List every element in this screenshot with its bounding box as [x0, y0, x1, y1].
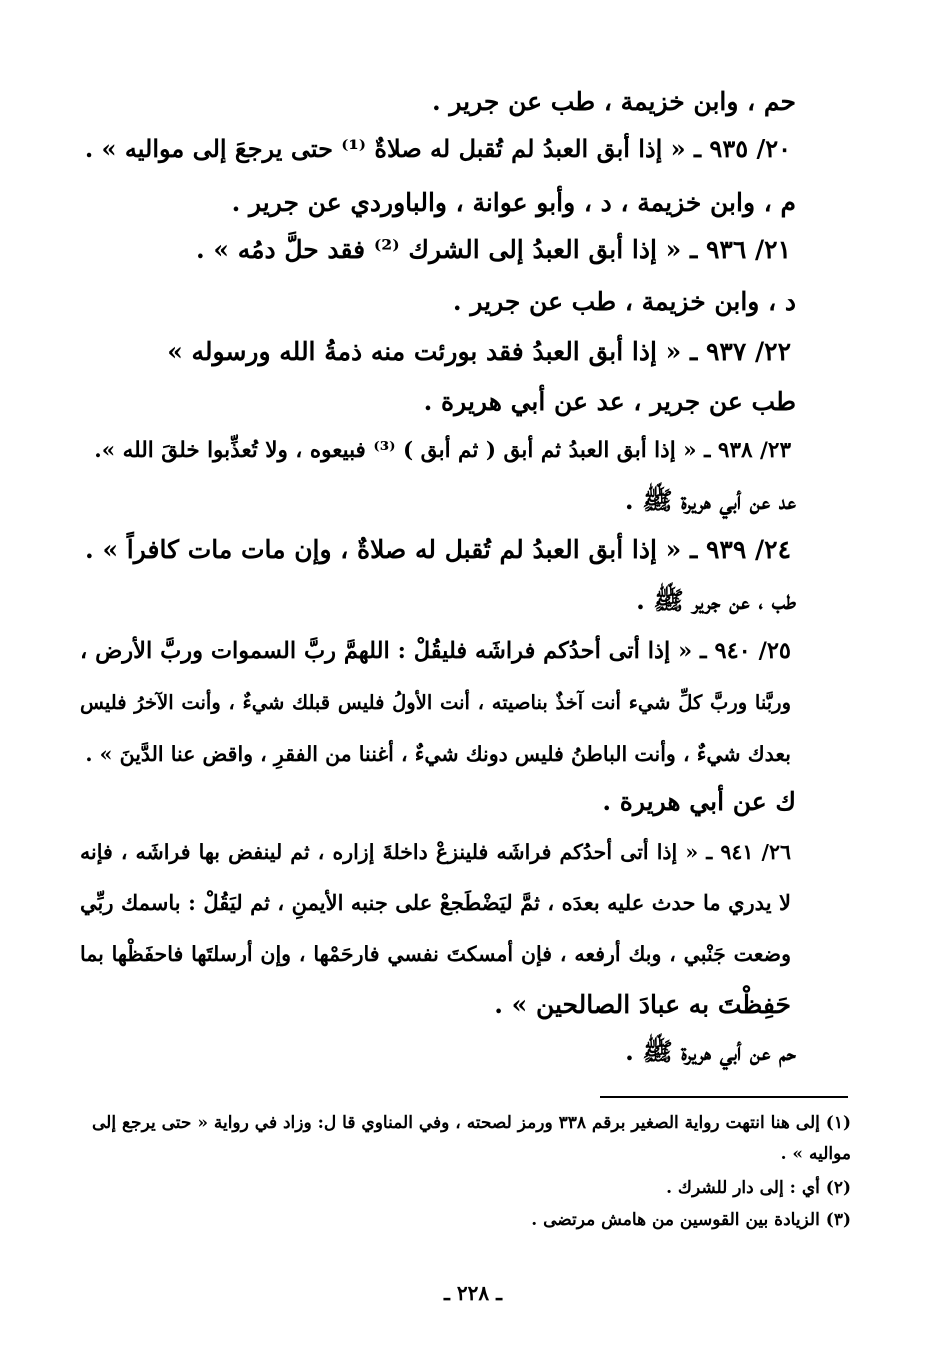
hadith-939: ٢٤/ ٩٣٩ ـ « إذا أبق العبدُ لم تُقبل له صلاةٌ ، وإن مات مات كافراً » .: [85, 535, 791, 564]
hadith-937: ٢٢/ ٩٣٧ ـ « إذا أبق العبدُ فقد بورئت منه ذمةُ الله ورسوله »: [167, 337, 791, 366]
footnote-1: (١) إلى هنا انتهت رواية الصغير برقم ٣٣٨ ورمز لصحته ، وفي المناوي قا ل: وزاد في رواية « حتى يرجع إلى: [92, 1113, 851, 1133]
page-number: ـ ٢٢٨ ـ: [444, 1281, 502, 1305]
hadith-941-cont: وضعت جَنْبي ، وبك أرفعه ، فإن أمسكتَ نفسي فارحَمْها ، وإن أرسلتَها فاحفَظْها بما: [80, 942, 791, 966]
hadith-935: ٢٠/ ٩٣٥ ـ « إذا أبق العبدُ لم تُقبل له صلاةٌ ⁽¹⁾ حتى يرجعَ إلى مواليه » .: [84, 134, 791, 163]
source-line: د ، وابن خزيمة ، طب عن جرير .: [452, 287, 796, 316]
footnote-divider: [600, 1096, 848, 1098]
source-line: حم ، وابن خزيمة ، طب عن جرير .: [431, 87, 796, 116]
hadith-940-cont: وربَّنا وربَّ كلِّ شيء أنت آخذٌ بناصيته ، أنت الأولُ فليس قبلك شيءٌ ، وأنت الآخرُ فليس: [80, 691, 791, 714]
footnote-3: (٣) الزيادة بين القوسين من هامش مرتضى .: [531, 1210, 851, 1230]
source-line: طب ، عن جرير ﷺ .: [636, 586, 796, 615]
source-line: طب عن جرير ، عد عن أبي هريرة .: [423, 387, 796, 416]
source-line: حم عن أبي هريرة ﷺ .: [625, 1037, 796, 1066]
hadith-940-cont: بعدك شيءٌ ، وأنت الباطنُ فليس دونك شيءٌ ، أغننا من الفقرِ ، واقض عنا الدَّينَ » .: [85, 742, 791, 766]
source-line: عد عن أبي هريرة ﷺ .: [624, 486, 796, 515]
hadith-936: ٢١/ ٩٣٦ ـ « إذا أبق العبدُ إلى الشرك ⁽²⁾ فقد حلَّ دمُه » .: [195, 235, 791, 264]
source-line: ك عن أبي هريرة .: [602, 787, 796, 816]
footnote-1-cont: مواليه » .: [780, 1144, 851, 1164]
source-line: م ، وابن خزيمة ، د ، وأبو عوانة ، والباوردي عن جرير .: [231, 188, 796, 217]
hadith-938: ٢٣/ ٩٣٨ ـ « إذا أبق العبدُ ثم أبق ( ثم أبق ) ⁽³⁾ فبيعوه ، ولا تُعذِّبوا خلقَ الله ».: [94, 438, 791, 463]
footnote-2: (٢) أي : إلى دار للشرك .: [666, 1178, 851, 1198]
hadith-941-cont: حَفِظْتَ به عبادَ الصالحين » .: [494, 990, 791, 1019]
hadith-941: ٢٦/ ٩٤١ ـ « إذا أتى أحدُكم فراشَه فلينزعْ داخلةَ إزاره ، ثم لينفض بها فراشَه ، فإنه: [80, 840, 792, 864]
hadith-940: ٢٥/ ٩٤٠ ـ « إذا أتى أحدُكم فراشَه فليقُلْ : اللهمَّ ربَّ السموات وربَّ الأرض ،: [80, 638, 791, 664]
hadith-941-cont: لا يدري ما حدث عليه بعدَه ، ثمَّ ليَضْطَجعْ على جنبه الأيمنِ ، ثم ليَقُلْ : باسمك ربِّي: [80, 890, 791, 915]
